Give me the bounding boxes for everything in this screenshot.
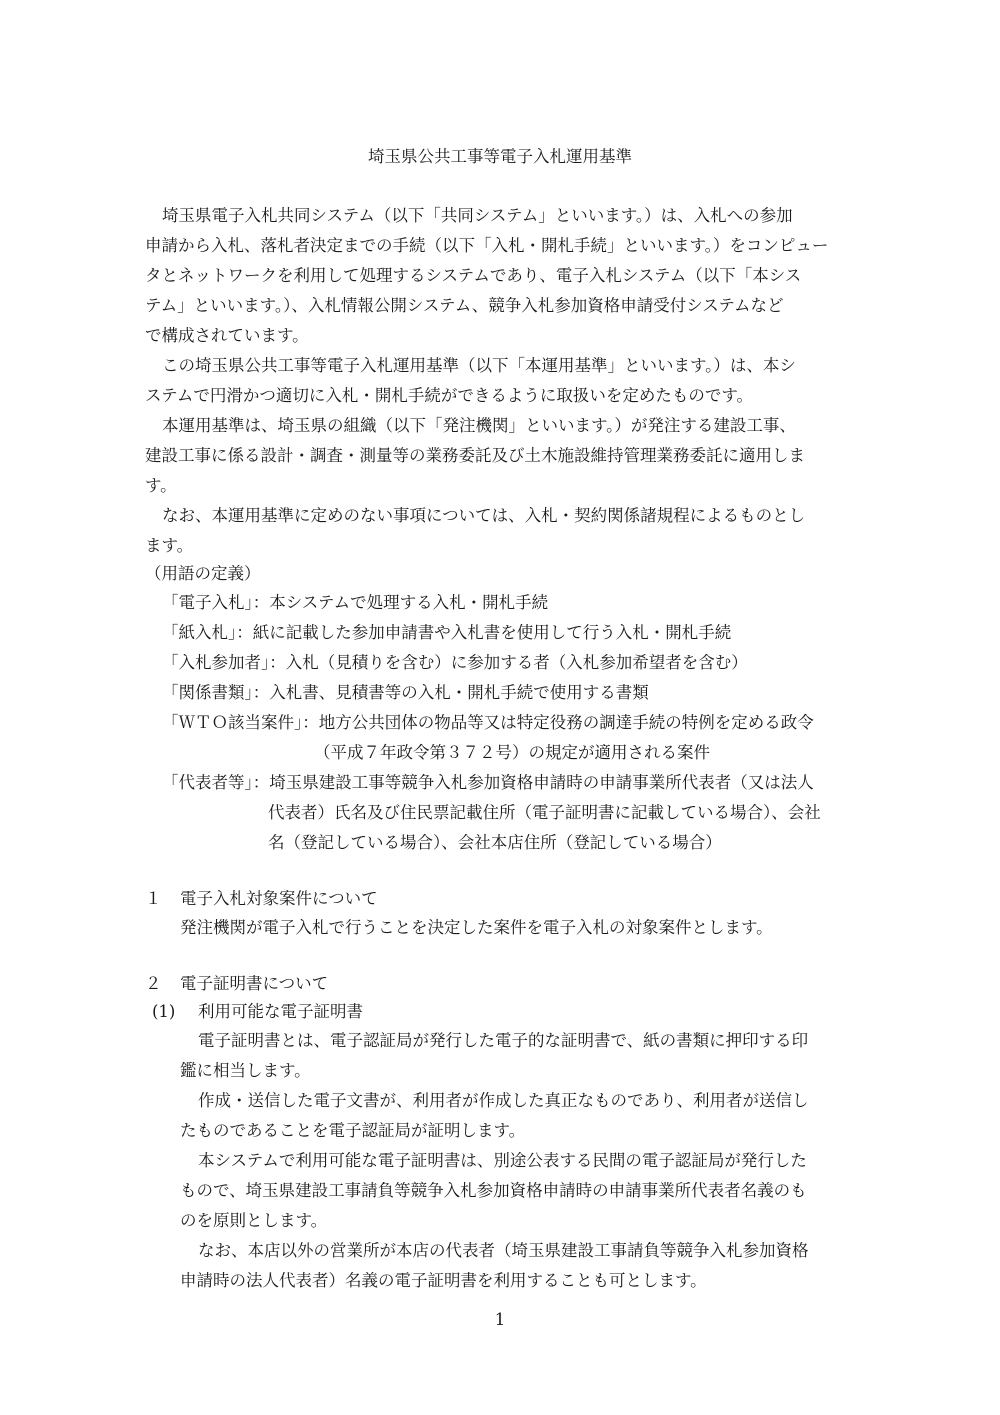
definition-item-continuation: 名（登記している場合）、会社本店住所（登記している場合） — [268, 833, 722, 852]
definition-item: 「紙入札」：紙に記載した参加申請書や入札書を使用して行う入札・開札手続 — [162, 623, 732, 642]
section1-body: 発注機関が電子入札で行うことを決定した案件を電子入札の対象案件とします。 — [180, 918, 773, 937]
subsection-number: (1) — [152, 1002, 176, 1021]
sub1-p4-line: 申請時の法人代表者）名義の電子証明書を利用することも可とします。 — [180, 1271, 707, 1290]
definitions-heading: （用語の定義） — [145, 564, 261, 583]
definition-item: 「電子入札」：本システムで処理する入札・開札手続 — [162, 593, 549, 612]
sub1-p1-line: 電子証明書とは、電子認証局が発行した電子的な証明書で、紙の書類に押印する印 — [198, 1031, 809, 1050]
subsection-heading: 利用可能な電子証明書 — [198, 1002, 363, 1021]
definition-item: 「代表者等」：埼玉県建設工事等競争入札参加資格申請時の申請事業所代表者（又は法人 — [162, 773, 814, 792]
section1-heading: 電子入札対象案件について — [180, 889, 378, 908]
sub1-p3-line: 本システムで利用可能な電子証明書は、別途公表する民間の電子認証局が発行した — [198, 1151, 807, 1170]
definition-item-continuation: （平成７年政令第３７２号）の規定が適用される案件 — [314, 743, 710, 762]
sub1-p1-line: 鑑に相当します。 — [180, 1061, 311, 1080]
definition-item: 「入札参加者」：入札（見積りを含む）に参加する者（入札参加希望者を含む） — [162, 653, 748, 672]
intro-p2-line: ステムで円滑かつ適切に入札・開札手続ができるように取扱いを定めたものです。 — [145, 386, 754, 405]
definition-item: 「ＷＴＯ該当案件」：地方公共団体の物品等又は特定役務の調達手続の特例を定める政令 — [162, 713, 814, 732]
intro-p1-line: 申請から入札、落札者決定までの手続（以下「入札・開札手続」といいます。）をコンピュー — [145, 236, 829, 255]
intro-p1-line: 埼玉県電子入札共同システム（以下「共同システム」といいます。）は、入札への参加 — [162, 206, 793, 225]
intro-p2-line: この埼玉県公共工事等電子入札運用基準（以下「本運用基準」といいます。）は、本シ — [162, 356, 796, 375]
intro-p3-line: す。 — [145, 476, 177, 495]
sub1-p3-line: もので、埼玉県建設工事請負等競争入札参加資格申請時の申請事業所代表者名義のも — [180, 1181, 807, 1200]
page-number: 1 — [494, 1310, 506, 1329]
sub1-p3-line: のを原則とします。 — [180, 1211, 328, 1230]
sub1-p2-line: 作成・送信した電子文書が、利用者が作成した真正なものであり、利用者が送信し — [198, 1091, 809, 1110]
intro-p1-line: タとネットワークを利用して処理するシステムであり、電子入札システム（以下「本シス — [145, 266, 802, 285]
intro-p4-line: なお、本運用基準に定めのない事項については、入札・契約関係諸規程によるものとし — [162, 506, 806, 525]
intro-p3-line: 本運用基準は、埼玉県の組織（以下「発注機関」といいます。）が発注する建設工事、 — [162, 416, 796, 435]
sub1-p2-line: たものであることを電子認証局が証明します。 — [180, 1121, 526, 1140]
intro-p3-line: 建設工事に係る設計・調査・測量等の業務委託及び土木施設維持管理業務委託に適用しま — [145, 446, 805, 465]
definition-item-continuation: 代表者）氏名及び住民票記載住所（電子証明書に記載している場合）、会社 — [268, 803, 821, 822]
section2-number: ２ — [145, 974, 162, 993]
definition-item: 「関係書類」：入札書、見積書等の入札・開札手続で使用する書類 — [162, 683, 649, 702]
intro-p4-line: ます。 — [145, 536, 194, 555]
section2-heading: 電子証明書について — [180, 974, 329, 993]
intro-p1-line: で構成されています。 — [145, 326, 309, 345]
intro-p1-line: テム」といいます。）、入札情報公開システム、競争入札参加資格申請受付システムなど — [145, 296, 784, 315]
section1-number: １ — [145, 889, 162, 908]
sub1-p4-line: なお、本店以外の営業所が本店の代表者（埼玉県建設工事請負等競争入札参加資格 — [198, 1241, 809, 1260]
document-title: 埼玉県公共工事等電子入札運用基準 — [368, 147, 632, 166]
